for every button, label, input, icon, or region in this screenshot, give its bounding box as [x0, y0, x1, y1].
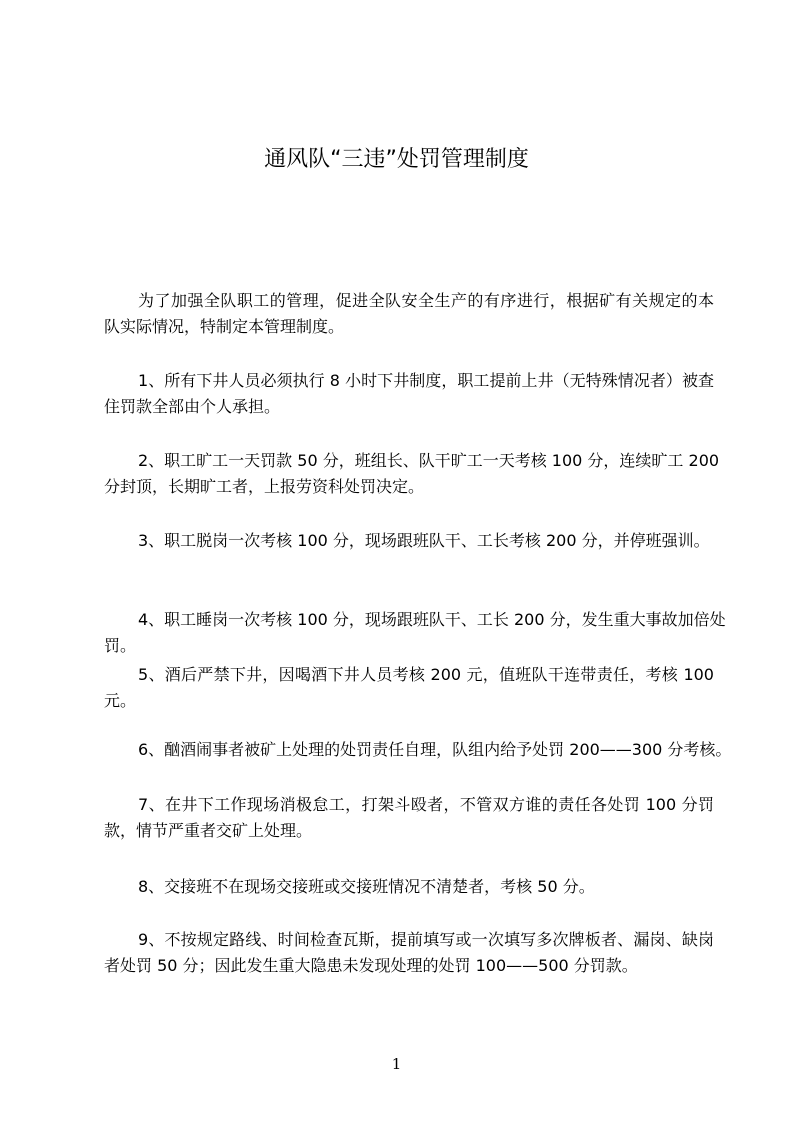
- paragraph-line: 款，情节严重者交矿上处理。: [104, 821, 313, 840]
- intro-paragraph: [104, 288, 714, 340]
- rule-1: [104, 368, 714, 420]
- paragraph-line: 者处罚 50 分；因此发生重大隐患未发现处理的处罚 100——500 分罚款。: [104, 956, 638, 975]
- paragraph-line: 元。: [104, 691, 137, 710]
- page-number: 1: [391, 1055, 402, 1073]
- paragraph-line: 6、酗酒闹事者被矿上处理的处罚责任自理，队组内给予处罚 200——300 分考核。: [138, 740, 732, 759]
- rule-2: [104, 448, 720, 500]
- rule-9: [104, 927, 714, 979]
- paragraph-line: 8、交接班不在现场交接班或交接班情况不清楚者，考核 50 分。: [138, 877, 595, 896]
- paragraph-line: 3、职工脱岗一次考核 100 分，现场跟班队干、工长考核 200 分，并停班强训。: [138, 531, 710, 550]
- paragraph-line: 9、不按规定路线、时间检查瓦斯，提前填写或一次填写多次牌板者、漏岗、缺岗: [138, 930, 714, 949]
- document-title: 通风队“三违”处罚管理制度: [264, 147, 529, 172]
- rule-5: [104, 662, 714, 714]
- paragraph-line: 为了加强全队职工的管理，促进全队安全生产的有序进行，根据矿有关规定的本: [138, 291, 714, 310]
- paragraph-line: 分封顶，长期旷工者，上报劳资科处罚决定。: [104, 477, 425, 496]
- rule-4: [104, 607, 726, 659]
- rule-3: [104, 528, 714, 554]
- paragraph-line: 罚。: [104, 636, 137, 655]
- rule-6: [104, 737, 732, 763]
- paragraph-line: 队实际情况，特制定本管理制度。: [104, 317, 345, 336]
- paragraph-line: 住罚款全部由个人承担。: [104, 397, 281, 416]
- paragraph-line: 4、职工睡岗一次考核 100 分，现场跟班队干、工长 200 分，发生重大事故加倍处: [138, 610, 726, 629]
- paragraph-line: 7、在井下工作现场消极怠工，打架斗殴者，不管双方谁的责任各处罚 100 分罚: [138, 795, 714, 814]
- paragraph-line: 2、职工旷工一天罚款 50 分，班组长、队干旷工一天考核 100 分，连续旷工 200: [138, 451, 720, 470]
- paragraph-line: 1、所有下井人员必须执行 8 小时下井制度，职工提前上井（无特殊情况者）被查: [138, 371, 714, 390]
- rule-8: [104, 874, 714, 900]
- rule-7: [104, 792, 714, 844]
- paragraph-line: 5、酒后严禁下井，因喝酒下井人员考核 200 元，值班队干连带责任，考核 100: [138, 665, 714, 684]
